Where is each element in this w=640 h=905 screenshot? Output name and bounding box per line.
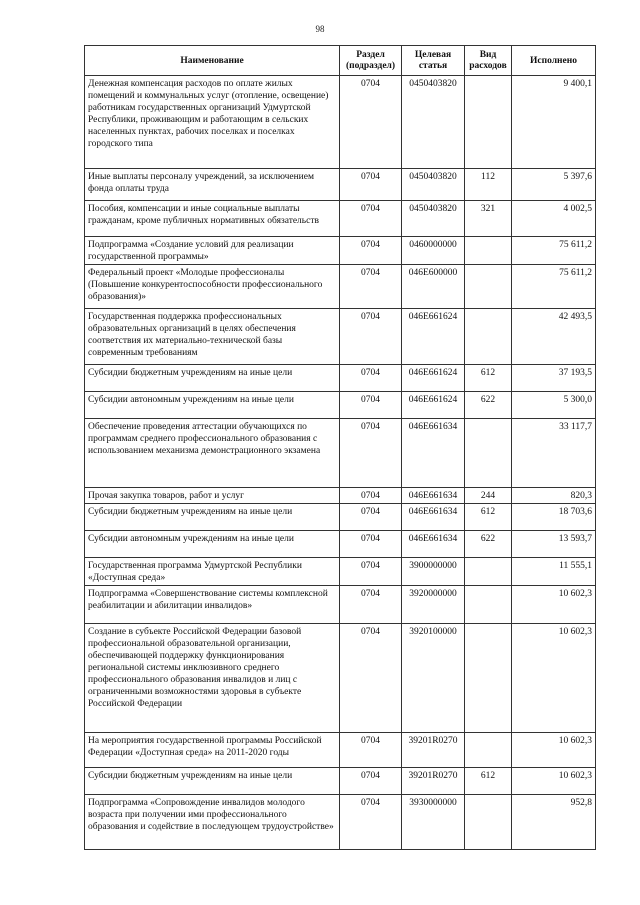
cell-section: 0704	[340, 392, 402, 419]
cell-section: 0704	[340, 488, 402, 504]
cell-section: 0704	[340, 309, 402, 365]
table-row	[85, 76, 596, 169]
cell-amount: 42 493,5	[512, 309, 596, 365]
cell-section: 0704	[340, 558, 402, 586]
cell-article: 046E661624	[402, 392, 465, 419]
cell-article: 0450403820	[402, 201, 465, 237]
table-row	[85, 392, 596, 419]
cell-amount: 13 593,7	[512, 531, 596, 558]
cell-kind: 321	[465, 201, 512, 237]
cell-amount: 10 602,3	[512, 586, 596, 624]
table-row	[85, 504, 596, 531]
cell-article: 3900000000	[402, 558, 465, 586]
table-row	[85, 237, 596, 265]
cell-amount: 75 611,2	[512, 237, 596, 265]
cell-article: 046E661624	[402, 309, 465, 365]
cell-kind: 112	[465, 169, 512, 201]
cell-article: 3920000000	[402, 586, 465, 624]
cell-article: 0450403820	[402, 76, 465, 169]
table-row	[85, 586, 596, 624]
cell-amount: 9 400,1	[512, 76, 596, 169]
header-kind: Вид расходов	[465, 46, 512, 76]
cell-name: Иные выплаты персоналу учреждений, за исключением фонда оплаты труда	[85, 169, 340, 201]
cell-section: 0704	[340, 795, 402, 850]
cell-article: 046E600000	[402, 265, 465, 309]
cell-amount: 820,3	[512, 488, 596, 504]
cell-section: 0704	[340, 531, 402, 558]
cell-section: 0704	[340, 586, 402, 624]
cell-kind	[465, 309, 512, 365]
header-article: Целевая статья	[402, 46, 465, 76]
cell-section: 0704	[340, 169, 402, 201]
cell-name: Государственная программа Удмуртской Республики «Доступная среда»	[85, 558, 340, 586]
header-section: Раздел (подраздел)	[340, 46, 402, 76]
cell-section: 0704	[340, 419, 402, 488]
cell-name: Субсидии бюджетным учреждениям на иные цели	[85, 365, 340, 392]
cell-article: 046E661634	[402, 488, 465, 504]
table-header-row	[85, 46, 596, 76]
page-number: 98	[315, 24, 325, 34]
table-row	[85, 265, 596, 309]
cell-name: Подпрограмма «Совершенствование системы комплексной реабилитации и абилитации инвалидов»	[85, 586, 340, 624]
header-name: Наименование	[85, 46, 340, 76]
cell-kind	[465, 733, 512, 768]
cell-kind	[465, 419, 512, 488]
cell-name: Субсидии автономным учреждениям на иные цели	[85, 531, 340, 558]
table-row	[85, 365, 596, 392]
cell-section: 0704	[340, 624, 402, 733]
cell-section: 0704	[340, 733, 402, 768]
cell-kind	[465, 558, 512, 586]
cell-article: 046E661634	[402, 419, 465, 488]
cell-amount: 33 117,7	[512, 419, 596, 488]
cell-amount: 952,8	[512, 795, 596, 850]
cell-kind: 612	[465, 768, 512, 795]
cell-name: Государственная поддержка профессиональных образовательных организаций в целях обеспечения соответствия их материально-технической базы современным требованиям	[85, 309, 340, 365]
table-body	[85, 76, 596, 850]
table-row	[85, 169, 596, 201]
cell-kind	[465, 795, 512, 850]
cell-kind	[465, 265, 512, 309]
table-row	[85, 558, 596, 586]
cell-amount: 4 002,5	[512, 201, 596, 237]
cell-article: 39201R0270	[402, 768, 465, 795]
cell-name: Подпрограмма «Сопровождение инвалидов молодого возраста при получении ими профессионального образования и содействие в последующем трудоустройстве»	[85, 795, 340, 850]
cell-name: Субсидии автономным учреждениям на иные цели	[85, 392, 340, 419]
cell-article: 046E661624	[402, 365, 465, 392]
cell-name: Денежная компенсация расходов по оплате жилых помещений и коммунальных услуг (отопление, освещение) работникам государственных организаций Удмуртской Республики, проживающим и работающим в сельских населенных пунктах, рабочих поселках и поселках городского типа	[85, 76, 340, 169]
table-row	[85, 795, 596, 850]
cell-amount: 10 602,3	[512, 768, 596, 795]
cell-kind	[465, 237, 512, 265]
cell-section: 0704	[340, 365, 402, 392]
table-row	[85, 488, 596, 504]
table-row	[85, 309, 596, 365]
cell-article: 0460000000	[402, 237, 465, 265]
cell-article: 3920100000	[402, 624, 465, 733]
table-row	[85, 768, 596, 795]
table-row	[85, 733, 596, 768]
cell-article: 39201R0270	[402, 733, 465, 768]
cell-section: 0704	[340, 76, 402, 169]
header-amount: Исполнено	[512, 46, 596, 76]
cell-name: Создание в субъекте Российской Федерации базовой профессиональной образовательной организации, обеспечивающей поддержку функционирования региональной системы инклюзивного среднего профессионального образования инвалидов и лиц с ограниченными возможностями здоровья в субъекте Российской Федерации	[85, 624, 340, 733]
table-row	[85, 419, 596, 488]
cell-kind: 612	[465, 365, 512, 392]
cell-amount: 5 300,0	[512, 392, 596, 419]
cell-amount: 10 602,3	[512, 624, 596, 733]
table-row	[85, 624, 596, 733]
cell-section: 0704	[340, 768, 402, 795]
cell-amount: 5 397,6	[512, 169, 596, 201]
cell-section: 0704	[340, 265, 402, 309]
cell-name: Подпрограмма «Создание условий для реализации государственной программы»	[85, 237, 340, 265]
table-row	[85, 201, 596, 237]
cell-amount: 10 602,3	[512, 733, 596, 768]
cell-amount: 37 193,5	[512, 365, 596, 392]
cell-kind	[465, 76, 512, 169]
cell-name: Субсидии бюджетным учреждениям на иные цели	[85, 768, 340, 795]
cell-section: 0704	[340, 504, 402, 531]
cell-name: Пособия, компенсации и иные социальные выплаты гражданам, кроме публичных нормативных обязательств	[85, 201, 340, 237]
cell-kind	[465, 624, 512, 733]
cell-amount: 75 611,2	[512, 265, 596, 309]
cell-name: Обеспечение проведения аттестации обучающихся по программам среднего профессионального образования с использованием механизма демонстрационного экзамена	[85, 419, 340, 488]
cell-kind: 622	[465, 392, 512, 419]
table-row	[85, 531, 596, 558]
cell-section: 0704	[340, 237, 402, 265]
cell-article: 046E661634	[402, 504, 465, 531]
cell-name: На мероприятия государственной программы Российской Федерации «Доступная среда» на 2011-2020 годы	[85, 733, 340, 768]
cell-kind	[465, 586, 512, 624]
cell-article: 0450403820	[402, 169, 465, 201]
cell-article: 3930000000	[402, 795, 465, 850]
cell-name: Федеральный проект «Молодые профессионалы (Повышение конкурентоспособности профессионального образования)»	[85, 265, 340, 309]
cell-name: Субсидии бюджетным учреждениям на иные цели	[85, 504, 340, 531]
cell-amount: 18 703,6	[512, 504, 596, 531]
cell-amount: 11 555,1	[512, 558, 596, 586]
cell-kind: 244	[465, 488, 512, 504]
cell-section: 0704	[340, 201, 402, 237]
cell-article: 046E661634	[402, 531, 465, 558]
budget-table	[84, 45, 596, 850]
cell-kind: 612	[465, 504, 512, 531]
cell-name: Прочая закупка товаров, работ и услуг	[85, 488, 340, 504]
cell-kind: 622	[465, 531, 512, 558]
